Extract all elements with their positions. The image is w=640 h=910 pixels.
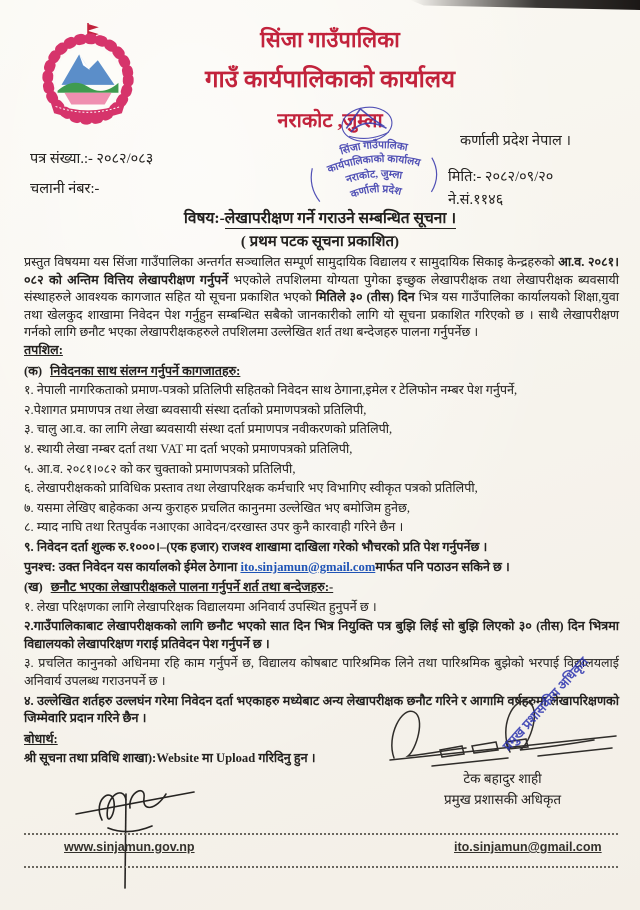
punashcha-line <box>24 559 619 577</box>
section-ka-prefix: (क) <box>24 363 43 378</box>
section-kha-prefix: (ख) <box>24 580 43 595</box>
designation-ink-stamp: प्रमुख प्रशासकीय अधिकृत <box>499 653 592 754</box>
ka-item-2: २.पेशागत प्रमाणपत्र तथा लेखा ब्यवसायी संस्था दर्ताको प्रमाणपत्रको प्रतिलिपी, <box>24 402 367 417</box>
footer-divider-bottom <box>24 866 618 868</box>
kha-item-2: २.गाउँपालिकाबाट लेखापरीक्षकको लागि छनौट भएको सात दिन भित्र नियुक्ति पत्र बुझि लिई सो बुझि लिएको ३० (तीस) दिन भित्रमा विद्यालयको लेखापरिक्षण गराई प्रतिवेदन पेश गर्नुपर्ने छ । <box>24 619 619 651</box>
office-email-link[interactable]: ito.sinjamun@gmail.com <box>240 559 376 574</box>
signatory-title: प्रमुख प्रशासकी अधिकृत <box>443 792 562 807</box>
ka-item-4: ४. स्थायी लेखा नम्बर दर्ता तथा VAT मा दर्ता भएको प्रमाणपत्रको प्रतिलिपी, <box>24 441 353 456</box>
intro-seg-3: भएकोले तपशिलमा योग्यता पुगेका इच्छुक लेखापरीक्षक तथा लेखापरीक्षक ब्यवसायी संस्थाहरुले आवश्यक कागजात सहित यो सूचना प्रकाशित भएको <box>24 272 619 305</box>
letter-body <box>24 254 619 768</box>
office-address: नराकोट ,जुम्ला <box>277 110 383 132</box>
ka-item-6: ६. लेखापरीक्षकको प्राविधिक प्रस्ताव तथा लेखापरिक्षक कर्मचारि भए विभागिए स्वीकृत पत्रको प्रतिलिपी, <box>24 481 478 496</box>
ka-item-9: ९. निवेदन दर्ता शुल्क रु.१०००।–(एक हजार) राजश्व शाखामा दाखिला गरेको भौचरको प्रति पेश गर्नुपर्नेछ । <box>24 539 488 554</box>
kha-item-4: ४. उल्लेखित शर्तहरु उल्लघंन गरेमा निवेदन दर्ता भएकाहरु मध्येबाट अन्य लेखापरीक्षक छनौट गरिने र आगामि वर्षहरुमा लेखापरिक्षणको जिम्मेवारि प्रदान गरिने छैन । <box>24 693 619 726</box>
cc-line: श्री सूचना तथा प्रविधि शाखा):Website मा Upload गरिदिनु हुन । <box>24 751 316 766</box>
ka-item-3: ३. चालु आ.व. का लागि लेखा ब्यवसायी संस्था दर्ता प्रमाणपत्र नवीकरणको प्रतिलिपी, <box>24 422 393 437</box>
subject-text: लेखापरीक्षण गर्ने गराउने सम्बन्धित सूचना । <box>224 210 457 227</box>
intro-seg-4-bold: मितिले ३० (तीस) दिन <box>315 290 415 305</box>
scan-shadow-artifact <box>410 0 640 10</box>
ka-item-7: ७. यसमा लेखिए बाहेकका अन्य कुराहरु प्रचलित कानुनमा उल्लेखित भए बमोजिम हुनेछ, <box>24 500 410 515</box>
ka-item-5: ५. आ.व. २०८१।०८२ को कर चुक्ताको प्रमाणपत्रको प्रतिलिपी, <box>24 461 296 476</box>
letter-meta-left <box>30 148 153 208</box>
punashcha-post: मार्फत पनि पठाउन सकिने छ । <box>375 559 510 574</box>
office-name: गाउँ कार्यपालिकाको कार्यालय <box>204 67 456 93</box>
kha-item-3: ३. प्रचलित कानुनको अधिनमा रहि काम गर्नुपर्ने छ, विद्यालय कोषबाट पारिश्रमिक लिने तथा पारिश्रमिक बुझेको भरपाई विद्यालयलाई अनिवार्य उपलब्ध गराउनपर्ने छ । <box>24 656 619 689</box>
intro-paragraph <box>24 254 619 342</box>
stamp-line-4: कर्णाली प्रदेश <box>349 183 403 201</box>
section-kha-title: छनौट भएका लेखापरीक्षकले पालना गर्नुपर्ने शर्त तथा बन्देजहरु:- <box>50 580 334 595</box>
secondary-signature-scribble <box>68 776 208 896</box>
section-ka-title: निवेदनका साथ संलग्न गर्नुपर्ने कागजातहरु: <box>50 363 241 378</box>
footer-divider-top <box>24 833 618 835</box>
subject-prefix: विषय:- <box>183 210 225 227</box>
nepal-municipality-emblem-icon <box>34 22 142 130</box>
bodhartha-label: बोधार्थ: <box>24 731 58 746</box>
section-ka-heading <box>24 363 619 381</box>
municipality-name: सिंजा गाउँपालिका <box>260 27 400 52</box>
signature-block <box>380 692 625 808</box>
subject-line <box>0 206 640 228</box>
section-kha-heading <box>24 579 619 597</box>
signatory-name: टेक बहादुर शाही <box>463 771 542 786</box>
intro-seg-5: भित्र यस गाउँपालिका कार्यालयको शिक्षा,युवा तथा खेलकुद शाखामा निवेदन पेश गर्नुहुन सम्बन्धित सबैको जानकारीको लागि यो सूचना प्रकाशित गरिएको छ । साथै लेखापरीक्षण गर्नको लागि छनौट भएका लेखापरीक्षकहरुले तपशिलमा उल्लेखित शर्त तथा बन्देजहरु पालना गर्नुपर्नेछ । <box>24 290 619 340</box>
footer-website-link[interactable]: www.sinjamun.gov.np <box>64 840 195 854</box>
footer-email-link[interactable]: ito.sinjamun@gmail.com <box>454 840 602 854</box>
tapsil-label: तपशिल: <box>24 342 63 357</box>
stamp-line-1: सिंजा गाउँपालिका <box>339 140 409 158</box>
stamp-line-2: कार्यपालिकाको कार्यालय <box>326 153 422 176</box>
reference-number: ने.सं.११४६ <box>448 192 504 208</box>
letter-date: मिति:- २०८२/०९/२० <box>448 169 554 185</box>
dispatch-number: चलानी नंबर:- <box>30 181 100 197</box>
province-line: कर्णाली प्रदेश नेपाल । <box>460 133 572 149</box>
intro-seg-2-bold: आ.व. २०८१।०८२ को अन्तिम वित्तिय लेखापरीक्षण गर्नुपर्ने <box>24 255 619 287</box>
stamp-line-3: नराकोट, जुम्ला <box>344 169 403 186</box>
kha-item-1: १. लेखा परिक्षणका लागि लेखापरिक्षक विद्यालयमा अनिवार्य उपस्थित हुनुपर्ने छ । <box>24 599 377 614</box>
letter-number: पत्र संख्या.:- २०८२/०८३ <box>30 151 154 167</box>
letter-meta-right <box>448 130 571 209</box>
ka-item-8: ८. म्याद नाघि तथा रितपुर्वक नआएका आवेदन/दरखास्त उपर कुनै कारवाही गरिने छैन । <box>24 520 404 535</box>
ka-item-1: १. नेपाली नागरिकताको प्रमाण-पत्रको प्रतिलिपी सहितको निवेदन साथ ठेगाना,इमेल र टेलिफोन नम्बर पेश गर्नुपर्ने, <box>24 383 518 398</box>
punashcha-pre: पुनश्च: उक्त निवेदन यस कार्यालको ईमेल ठेगाना <box>24 559 241 574</box>
subject-subtitle: ( प्रथम पटक सूचना प्रकाशित) <box>240 234 400 250</box>
intro-seg-1: प्रस्तुत विषयमा यस सिंजा गाउँपालिका अन्तर्गत सञ्चालित सम्पूर्ण सामुदायिक विद्यालय र सामुदायिक सिकाइ केन्द्रहरुको <box>24 255 559 269</box>
